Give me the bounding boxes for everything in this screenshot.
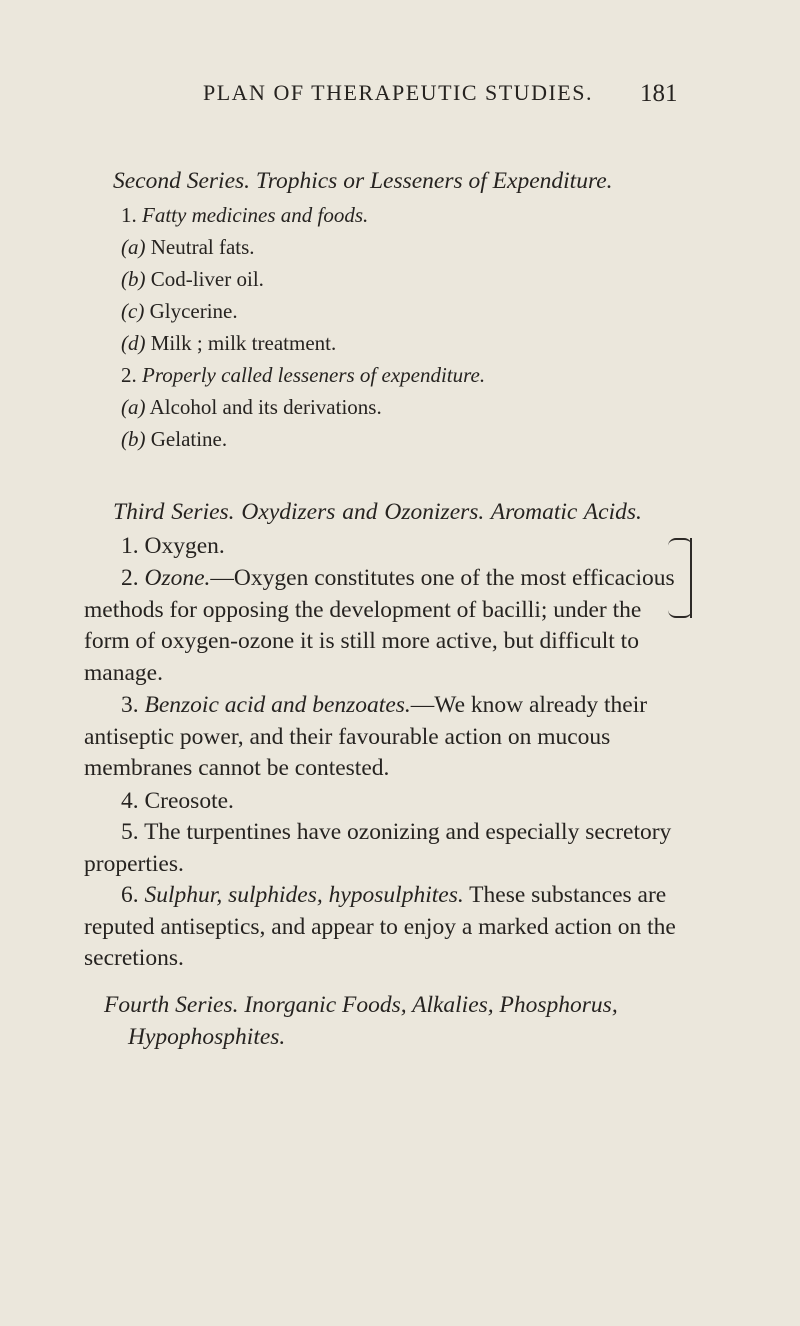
item-number: 6. — [121, 882, 139, 908]
item-text: Neutral fats. — [150, 235, 255, 259]
third-series-item-6 — [84, 880, 680, 975]
item-number: 2. — [121, 363, 137, 387]
page-number: 181 — [640, 80, 678, 107]
second-series-item-1d — [121, 328, 336, 358]
item-text: Cod-liver oil. — [150, 267, 264, 291]
third-series-item-3 — [84, 690, 680, 785]
item-title: Properly called lesseners of expenditure. — [142, 363, 486, 387]
item-label: (b) — [121, 427, 146, 451]
second-series-item-2b — [121, 424, 227, 454]
fourth-series-heading: Fourth Series. Inorganic Foods, Alkalies, Phosphorus, Hypophosphites. — [104, 992, 618, 1050]
item-label: (d) — [121, 331, 146, 355]
running-header — [0, 80, 800, 116]
item-label: (a) — [121, 235, 146, 259]
second-series-item-2 — [121, 360, 485, 390]
item-text: These substances are reputed antiseptics, and appear to enjoy a marked action on the secretions. — [84, 882, 676, 971]
third-series-heading: Third Series. Oxydizers and Ozonizers. Aromatic Acids. — [113, 499, 642, 525]
item-title: Sulphur, sulphides, hyposulphites. — [144, 882, 464, 908]
item-title: Fatty medicines and foods. — [142, 203, 369, 227]
item-title: Benzoic acid and benzoates. — [144, 692, 411, 718]
item-text: —We know already their antiseptic power, and their favourable action on mucous membranes cannot be contested. — [84, 692, 648, 781]
item-number: 1. — [121, 203, 137, 227]
item-text: Glycerine. — [149, 299, 238, 323]
third-series-item-2 — [84, 563, 680, 689]
second-series-item-1c — [121, 296, 238, 326]
item-label: (c) — [121, 299, 145, 323]
item-text: Gelatine. — [150, 427, 228, 451]
third-series-item-4: 4. Creosote. — [121, 788, 234, 814]
item-title: Ozone. — [144, 565, 211, 591]
item-text: Alcohol and its derivations. — [149, 395, 382, 419]
item-label: (b) — [121, 267, 146, 291]
item-number: 2. — [121, 565, 139, 591]
item-number: 3. — [121, 692, 139, 718]
third-series-item-1: 1. Oxygen. — [121, 533, 225, 559]
bracket-mark — [676, 538, 692, 618]
item-label: (a) — [121, 395, 146, 419]
second-series-item-1 — [121, 200, 368, 230]
second-series-item-1a — [121, 232, 255, 262]
second-series-heading: Second Series. Trophics or Lesseners of Expenditure. — [113, 168, 613, 194]
item-text: —Oxygen constitutes one of the most efficacious methods for opposing the development of bacilli; under the form of oxygen-ozone it is still more active, but difficult to manage. — [84, 565, 675, 686]
second-series-item-2a — [121, 392, 382, 422]
header-title: PLAN OF THERAPEUTIC STUDIES. — [203, 80, 593, 105]
second-series-item-1b — [121, 264, 264, 294]
item-text: Milk ; milk treatment. — [150, 331, 337, 355]
third-series-item-5: 5. The turpentines have ozonizing and especially secretory properties. — [84, 819, 672, 877]
